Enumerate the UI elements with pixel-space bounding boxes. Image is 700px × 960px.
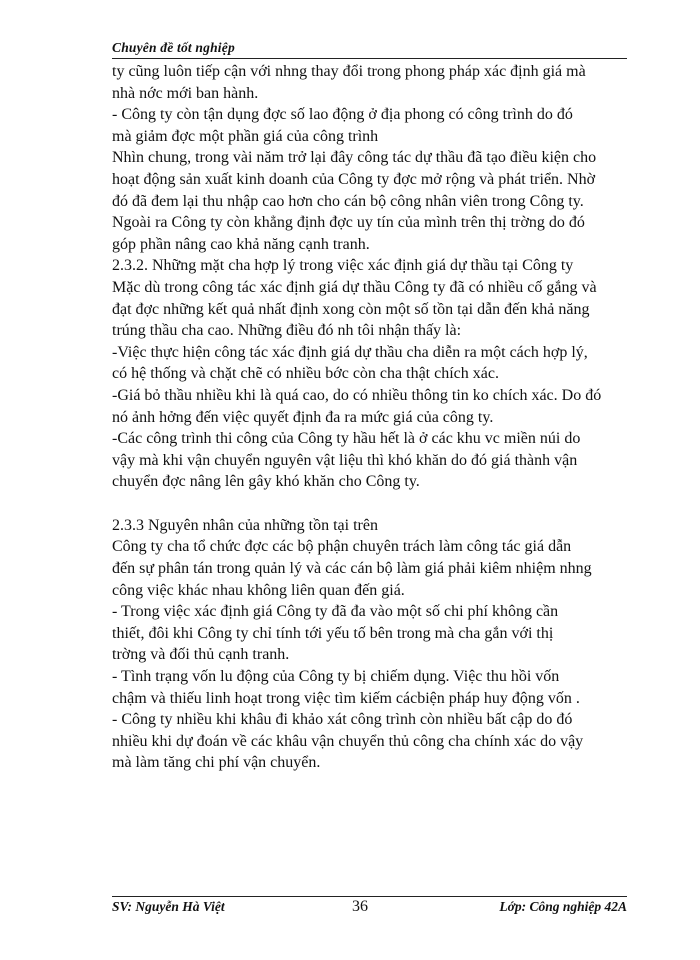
text-line: công việc khác nhau không liên quan đến giá. (112, 581, 405, 599)
text-line: 2.3.2. Những mặt cha hợp lý trong việc xác định giá dự thầu tại Công ty (112, 257, 574, 275)
footer-class: Lớp: Công nghiệp 42A (499, 899, 627, 914)
text-line: nó ảnh hởng đến việc quyết định đa ra mức giá của công ty. (112, 408, 494, 426)
text-line: ty cũng luôn tiếp cận với nhng thay đổi trong phong pháp xác định giá mà (112, 63, 586, 80)
text-line: - Trong việc xác định giá Công ty đã đa vào một số chi phí không cần (112, 603, 559, 621)
footer-author: SV: Nguyễn Hà Việt (112, 899, 225, 914)
text-line: nhiều khi dự đoán về các khâu vận chuyển thủ công cha chính xác do vậy (112, 732, 584, 750)
text-line: chậm và thiếu linh hoạt trong việc tìm kiếm cácbiện pháp huy động vốn . (112, 689, 580, 707)
page-footer (112, 896, 627, 921)
text-line: thiết, đôi khi Công ty chỉ tính tới yếu tố bên trong mà cha gắn với thị (112, 624, 554, 642)
text-line: Mặc dù trong công tác xác định giá dự thầu Công ty đã có nhiều cố gắng và (112, 278, 597, 296)
text-line: vậy mà khi vận chuyển nguyên vật liệu thì khó khăn do đó giá thành vận (112, 451, 578, 469)
text-line: -Giá bỏ thầu nhiều khi là quá cao, do có nhiều thông tin ko chích xác. Do đó (112, 386, 602, 404)
page-header (112, 38, 627, 59)
body-text (112, 61, 627, 774)
text-line: hoạt động sản xuất kinh doanh của Công ty đợc mở rộng và phát triển. Nhờ (112, 170, 596, 188)
text-line: mà làm tăng chi phí vận chuyển. (112, 754, 321, 772)
page-number: 36 (352, 898, 368, 915)
text-line: mà giảm đợc một phần giá của công trình (112, 127, 379, 145)
text-line: -Các công trình thi công của Công ty hầu hết là ở các khu vc miền núi do (112, 430, 581, 448)
text-line: góp phần nâng cao khả năng cạnh tranh. (112, 235, 370, 253)
text-line: Công ty cha tổ chức đợc các bộ phận chuyên trách làm công tác giá dẫn (112, 538, 572, 556)
text-line: nhà nớc mới ban hành. (112, 84, 259, 102)
text-line: đó đã đem lại thu nhập cao hơn cho cán bộ công nhân viên trong Công ty. (112, 192, 584, 210)
text-line: Ngoài ra Công ty còn khẳng định đợc uy tín của mình trên thị trờng do đó (112, 214, 585, 232)
header-title: Chuyên đề tốt nghiệp (112, 40, 235, 55)
text-line: chuyển đợc nâng lên gây khó khăn cho Công ty. (112, 473, 420, 491)
blank-line (112, 493, 627, 515)
text-line: trờng và đối thủ cạnh tranh. (112, 646, 290, 664)
text-line: đến sự phân tán trong quản lý và các cán bộ làm giá phải kiêm nhiệm nhng (112, 560, 592, 578)
text-line: - Tình trạng vốn lu động của Công ty bị chiếm dụng. Việc thu hồi vốn (112, 668, 560, 686)
text-line: trúng thầu cha cao. Những điều đó nh tôi nhận thấy là: (112, 322, 462, 340)
text-line: có hệ thống và chặt chẽ có nhiều bớc còn cha thật chích xác. (112, 365, 499, 383)
text-line: - Công ty nhiều khi khâu đi khảo xát công trình còn nhiều bất cập do đó (112, 711, 573, 729)
text-line: - Công ty còn tận dụng đợc số lao động ở địa phong có công trình do đó (112, 106, 573, 124)
text-line: -Việc thực hiện công tác xác định giá dự thầu cha diễn ra một cách hợp lý, (112, 343, 588, 361)
text-line: đạt đợc những kết quả nhất định xong còn một số tồn tại dẫn đến khả năng (112, 300, 590, 318)
text-line: Nhìn chung, trong vài năm trở lại đây công tác dự thầu đã tạo điều kiện cho (112, 149, 597, 167)
text-line: 2.3.3 Nguyên nhân của những tồn tại trên (112, 516, 378, 534)
